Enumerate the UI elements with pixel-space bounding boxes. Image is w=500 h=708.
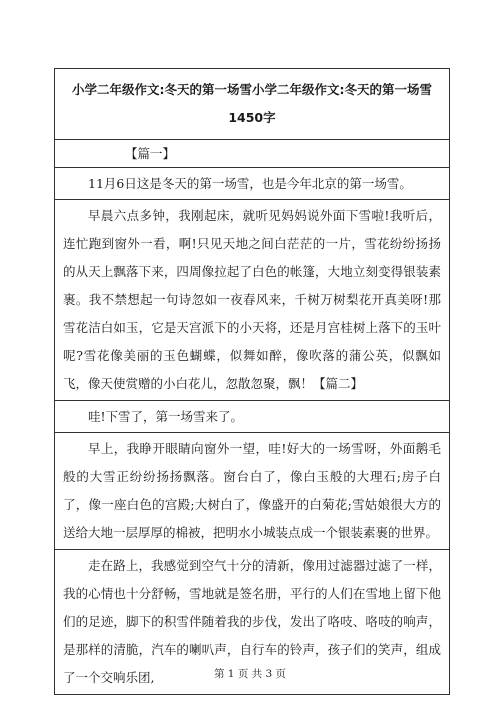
paragraph-3: 哇!下雪了，第一场雪来了。 [55, 401, 449, 433]
paragraph-2 [55, 200, 449, 401]
page-number: 第 1 页 共 3 页 [213, 668, 287, 680]
document-table [54, 68, 450, 695]
paragraph-4: 早上，我睁开眼睛向窗外一望，哇!好大的一场雪呀，外面鹅毛般的大雪正纷纷扬扬飘落。窗台白了，像白玉般的大理石;房子白了，像一座白色的宫殿;大树白了，像盛开的白菊花;雪姑娘很大方的送给大地一层厚厚的棉被，把明水小城装点成一个银装素裹的世界。 [55, 433, 449, 550]
paragraph-2-text: 早晨六点多钟，我刚起床，就听见妈妈说外面下雪啦!我听后，连忙跑到窗外一看，啊!只见天地之间白茫茫的一片，雪花纷纷扬扬的从天上飘落下来，四周像拉起了白色的帐篷，大地立刻变得银装素裹。我不禁想起一句诗忽如一夜春风来，千树万树梨花开真美呀!那雪花洁白如玉，它是天宫派下的小天将，还是月宫桂树上落下的玉叶呢?雪花像美丽的玉色蝴蝶，似舞如醉，像吹落的蒲公英，似飘如飞，像天使赏赠的小白花儿，忽散忽聚，飘！ [63, 208, 441, 391]
section-label-1: 【篇一】 [55, 140, 449, 168]
paragraph-1: 11月6日这是冬天的第一场雪，也是今年北京的第一场雪。 [55, 168, 449, 200]
document-title: 小学二年级作文:冬天的第一场雪小学二年级作文:冬天的第一场雪1450字 [55, 69, 449, 140]
paragraph-5: 走在路上，我感觉到空气十分的清新，像用过滤器过滤了一样，我的心情也十分舒畅，雪地就是签名册，平行的人们在雪地上留下他们的足迹，脚下的积雪伴随着我的步伐，发出了咯吱、咯吱的响声，是那样的清脆，汽车的喇叭声，自行车的铃声，孩子们的笑声，组成了一个交响乐团, [63, 558, 441, 685]
section-label-2: 【篇二】 [313, 376, 364, 391]
